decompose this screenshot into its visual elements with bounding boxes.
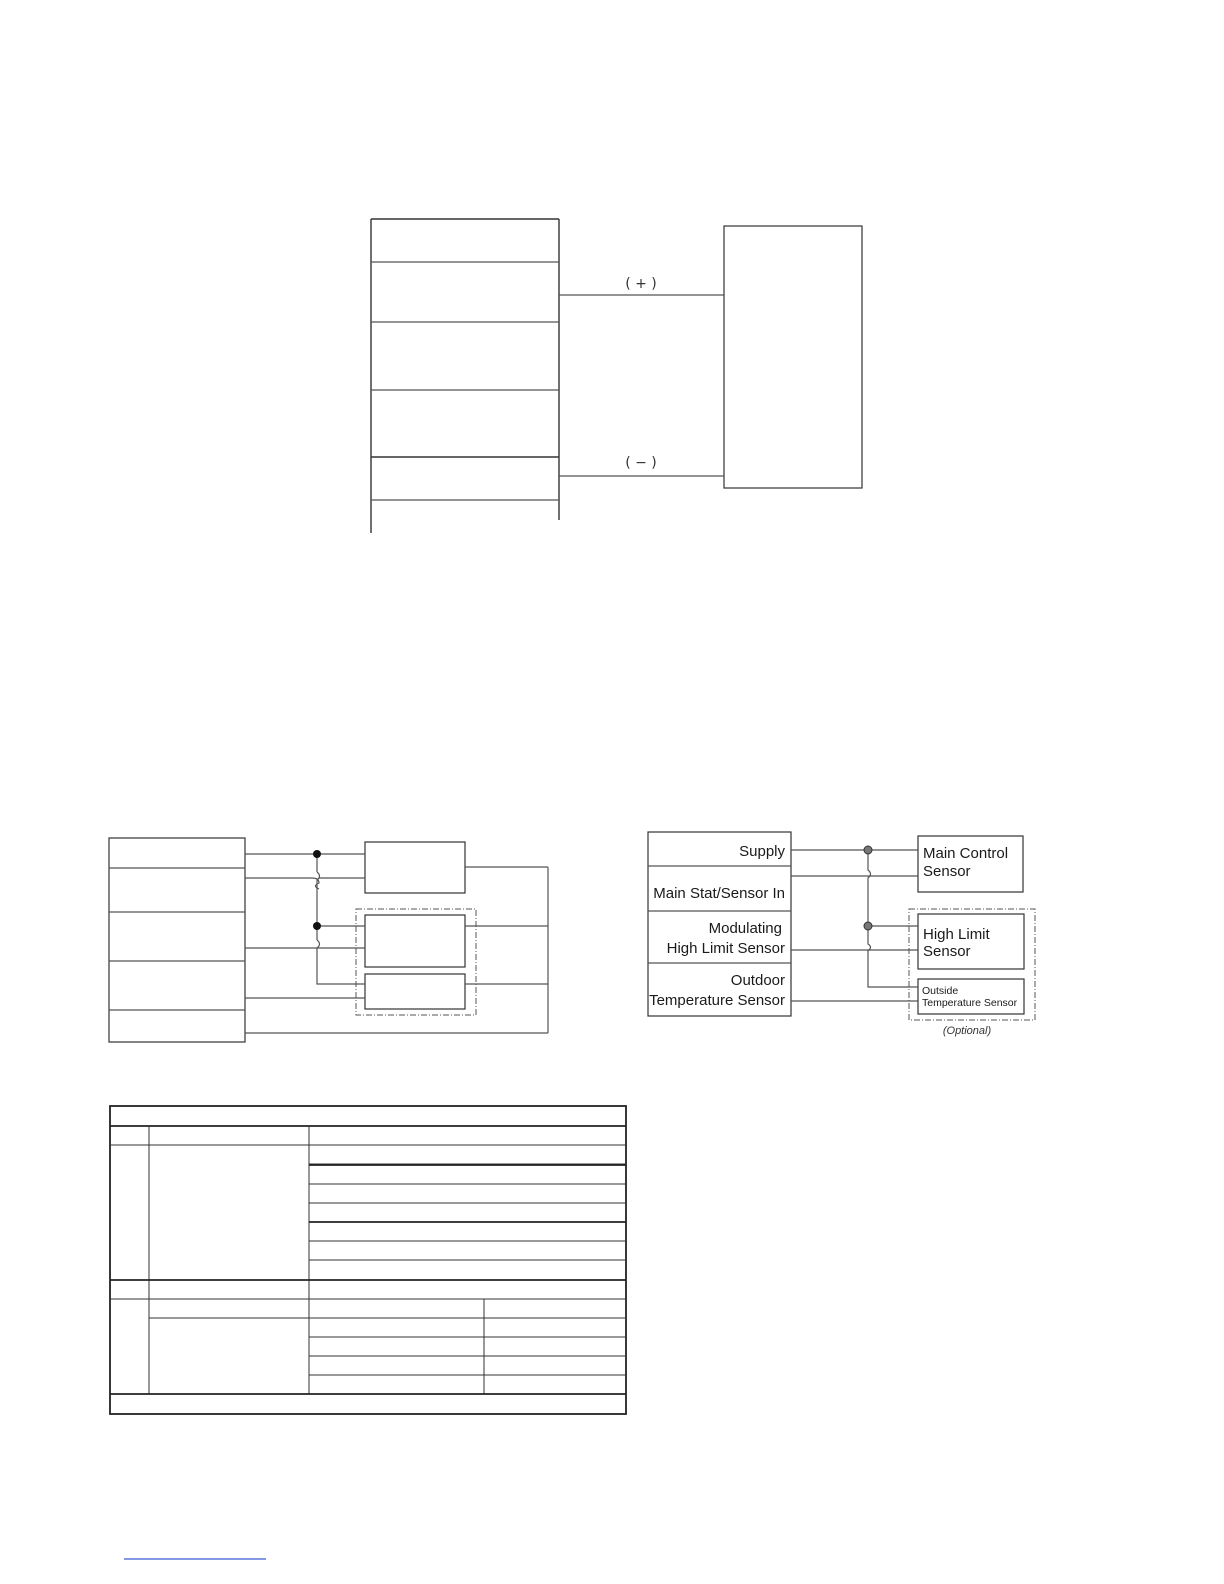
junction-dot-top [313,850,321,858]
main-control-sensor-label-1: Main Control [923,845,1009,862]
terminal-modulating-label: Modulating [708,920,782,937]
main-control-sensor-label-2: Sensor [923,863,971,880]
terminal-outdoor-label: Outdoor [730,972,785,989]
terminal-strip-1 [371,219,559,533]
sensor-box-top [365,842,465,893]
terminal-strip-2 [109,838,245,1042]
junction-dot-supply [864,846,872,854]
terminal-temp-sensor-label: Temperature Sensor [649,992,785,1009]
wires-3 [791,850,918,1001]
sensor-box-middle [365,915,465,967]
high-limit-sensor-label-1: High Limit [923,926,990,943]
junction-dot-high-limit [864,922,872,930]
empty-table [110,1106,626,1414]
polarity-plus-label: ( + ) [625,276,657,292]
sensor-box-bottom [365,974,465,1009]
diagram-two-wire [371,219,862,533]
device-box-1 [724,226,862,488]
terminal-main-stat-label: Main Stat/Sensor In [653,885,785,902]
high-limit-sensor-label-2: Sensor [923,943,971,960]
terminal-high-limit-label: High Limit Sensor [666,940,785,957]
optional-note: (Optional) [942,1025,992,1037]
diagram-sensor-wiring-unlabeled [109,838,548,1042]
junction-dot-middle [313,922,321,930]
polarity-minus-label: ( − ) [625,455,657,471]
outside-temp-sensor-label-2: Temperature Sensor [922,997,1018,1009]
diagram-sensor-wiring-labeled [648,832,1035,1037]
terminal-supply-label: Supply [739,843,785,860]
outside-temp-sensor-label-1: Outside [922,985,959,997]
